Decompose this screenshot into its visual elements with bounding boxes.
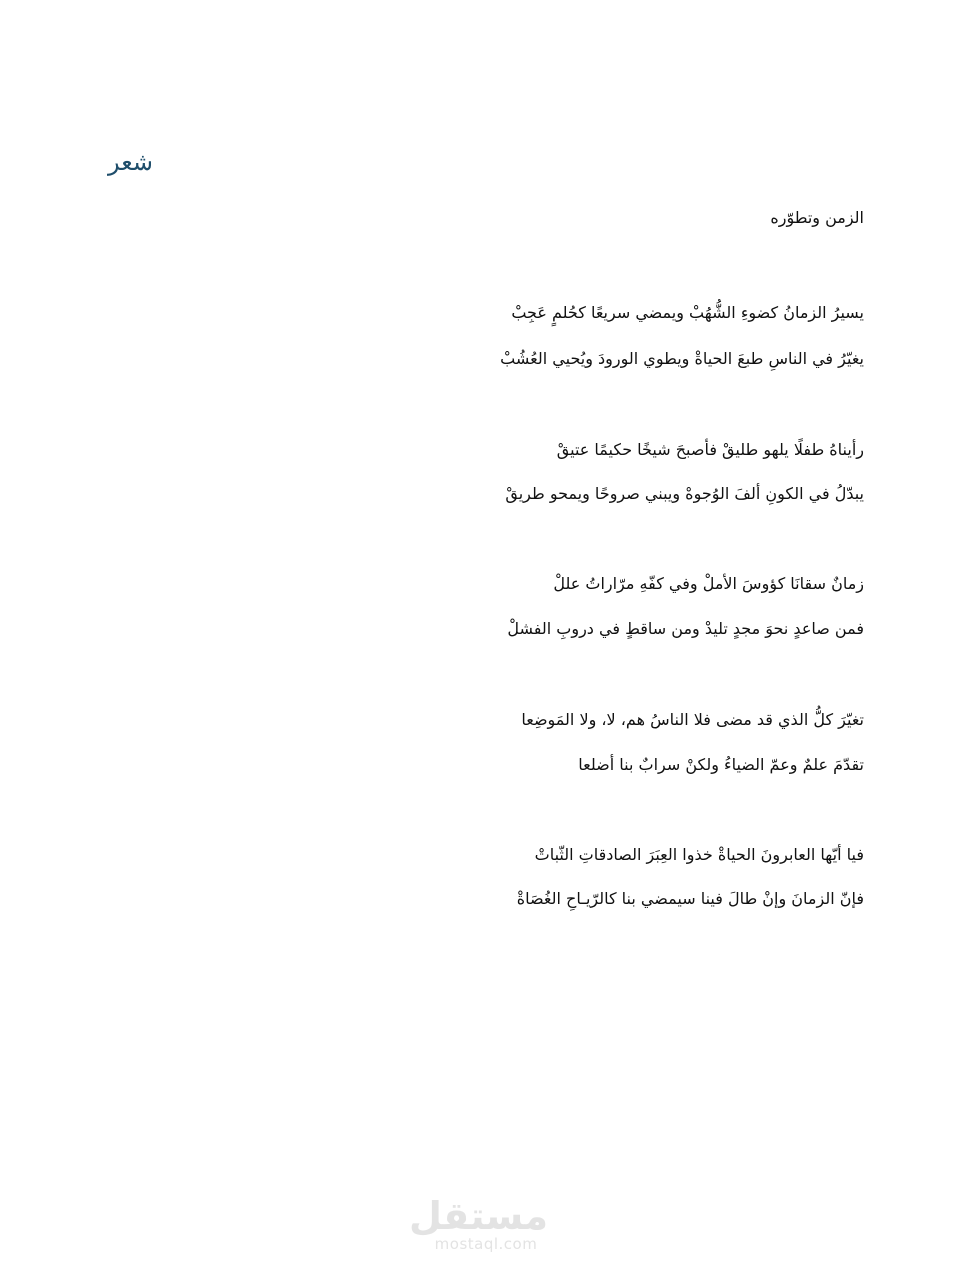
verse-line: رأيناهُ طفلًا يلهو طليقْ فأصبحَ شيخًا حكيمًا عتيقْ — [556, 440, 864, 459]
watermark-logo — [409, 1194, 548, 1253]
watermark-url-text: mostaql.com — [434, 1235, 538, 1253]
verse-line: يغيّرُ في الناسِ طبعَ الحياةْ ويطوي الورودَ ويُحيي العُشُبْ — [500, 349, 864, 368]
verse-line: يسيرُ الزمانُ كضوءِ الشُّهُبْ ويمضي سريعًا كحُلمٍ عَجِبْ — [511, 303, 864, 322]
verse-line: يبدّلُ في الكونِ ألفَ الوُجوهْ ويبني صروحًا ويمحو طريقْ — [505, 484, 864, 503]
section-label: شعر — [108, 148, 153, 176]
verse-line: زمانٌ سقانَا كؤوسَ الأملْ وفي كفّهِ مرّاراتُ عللْ — [553, 574, 864, 593]
verse-line: تغيّرَ كلُّ الذي قد مضى فلا الناسُ هم، لا، ولا المَوضِعا — [521, 710, 864, 729]
verse-line: فإنّ الزمانَ وإنْ طالَ فينا سيمضي بنا كالرّيـاحِ الغُصَاةْ — [516, 889, 864, 908]
watermark-arabic-text: مستقل — [409, 1194, 548, 1238]
poem-title: الزمن وتطوّره — [770, 208, 864, 227]
verse-line: فيا أيّها العابرونَ الحياةْ خذوا العِبَرَ الصادقاتِ الثّباتْ — [534, 845, 864, 864]
verse-line: تقدّمَ علمٌ وعمّ الضياءُ ولكنْ سرابٌ بنا أضلعا — [578, 755, 864, 774]
verse-line: فمن صاعدٍ نحوَ مجدٍ تليدْ ومن ساقطٍ في دروبِ الفشلْ — [507, 619, 864, 638]
